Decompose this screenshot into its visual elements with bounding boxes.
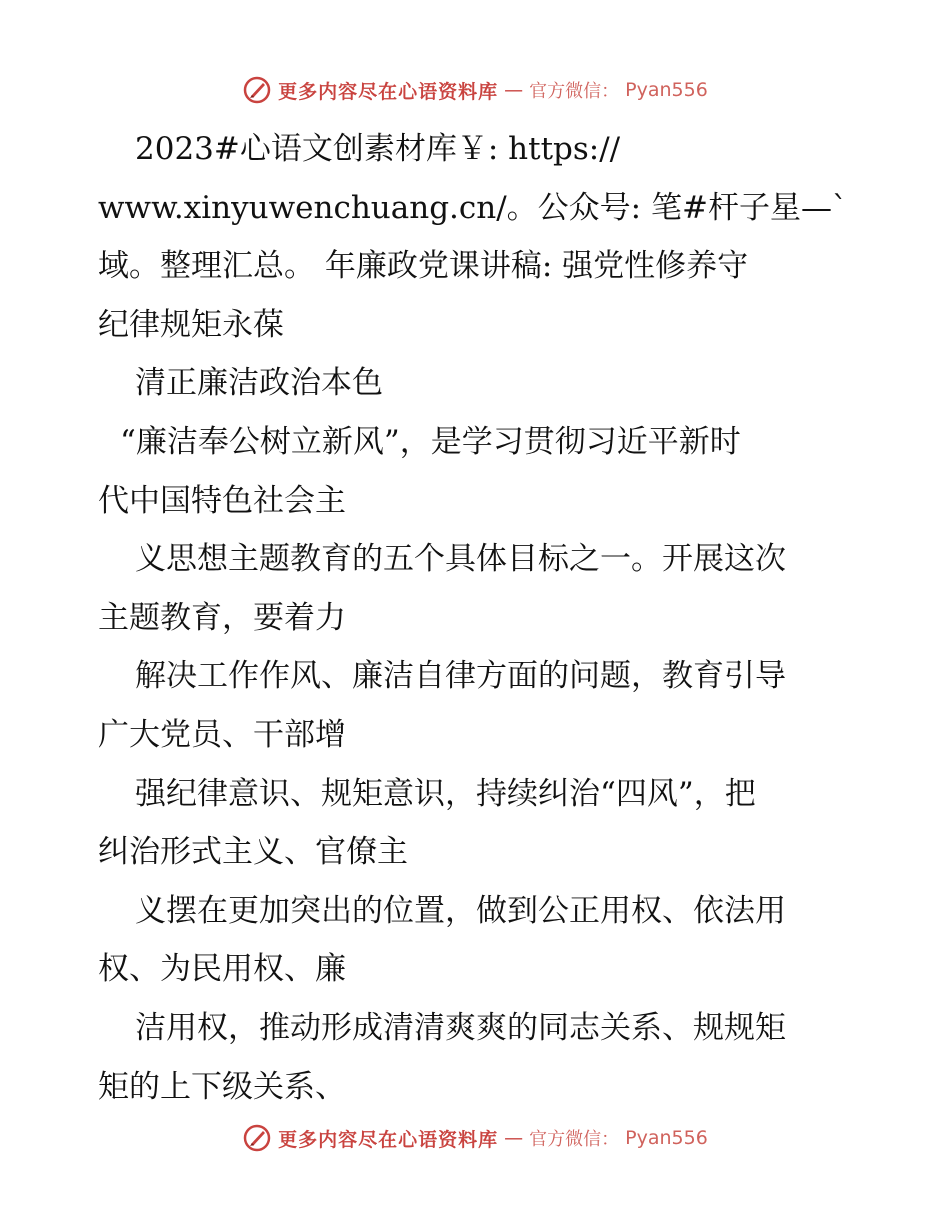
watermark-main-text: 更多内容尽在心语资料库: [278, 80, 499, 103]
body-line: 矩的上下级关系、: [98, 1068, 346, 1105]
pen-logo-icon: [242, 75, 272, 105]
body-line: “廉洁奉公树立新风”，是学习贯彻习近平新时: [120, 423, 741, 460]
watermark-sub-text: 官方微信：: [529, 1129, 620, 1150]
body-line: 2023#心语文创素材库￥: https://: [135, 131, 621, 167]
body-line: 纪律规矩永葆: [98, 306, 284, 343]
watermark-sub-text: 官方微信：: [529, 81, 620, 102]
body-line: 域。整理汇总。 年廉政党课讲稿: 强党性修养守: [98, 248, 749, 285]
watermark-handle: Pyan556: [625, 79, 708, 101]
body-line: 解决工作作风、廉洁自律方面的问题，教育引导: [135, 658, 786, 695]
watermark-separator: —: [504, 1127, 524, 1149]
body-line: 广大党员、干部增: [98, 716, 346, 753]
body-line: 纠治形式主义、官僚主: [98, 834, 408, 871]
header-watermark: [0, 72, 950, 108]
document-body: [98, 120, 858, 1116]
body-line: www.xinyuwenchuang.cn/。公众号: 笔#杆子星—`: [98, 189, 848, 226]
body-line: 义摆在更加突出的位置，做到公正用权、依法用: [135, 892, 786, 929]
watermark-separator: —: [504, 79, 524, 101]
watermark-handle: Pyan556: [625, 1127, 708, 1149]
body-line: 清正廉洁政治本色: [135, 365, 383, 402]
body-line: 主题教育，要着力: [98, 599, 346, 636]
body-line: 义思想主题教育的五个具体目标之一。开展这次: [135, 541, 786, 578]
body-line: 洁用权，推动形成清清爽爽的同志关系、规规矩: [135, 1009, 786, 1046]
pen-logo-icon: [242, 1123, 272, 1153]
footer-watermark: [0, 1120, 950, 1156]
body-line: 权、为民用权、廉: [98, 951, 346, 988]
body-line: 强纪律意识、规矩意识，持续纠治“四风”，把: [135, 775, 756, 812]
watermark-main-text: 更多内容尽在心语资料库: [278, 1128, 499, 1151]
body-line: 代中国特色社会主: [98, 482, 346, 519]
